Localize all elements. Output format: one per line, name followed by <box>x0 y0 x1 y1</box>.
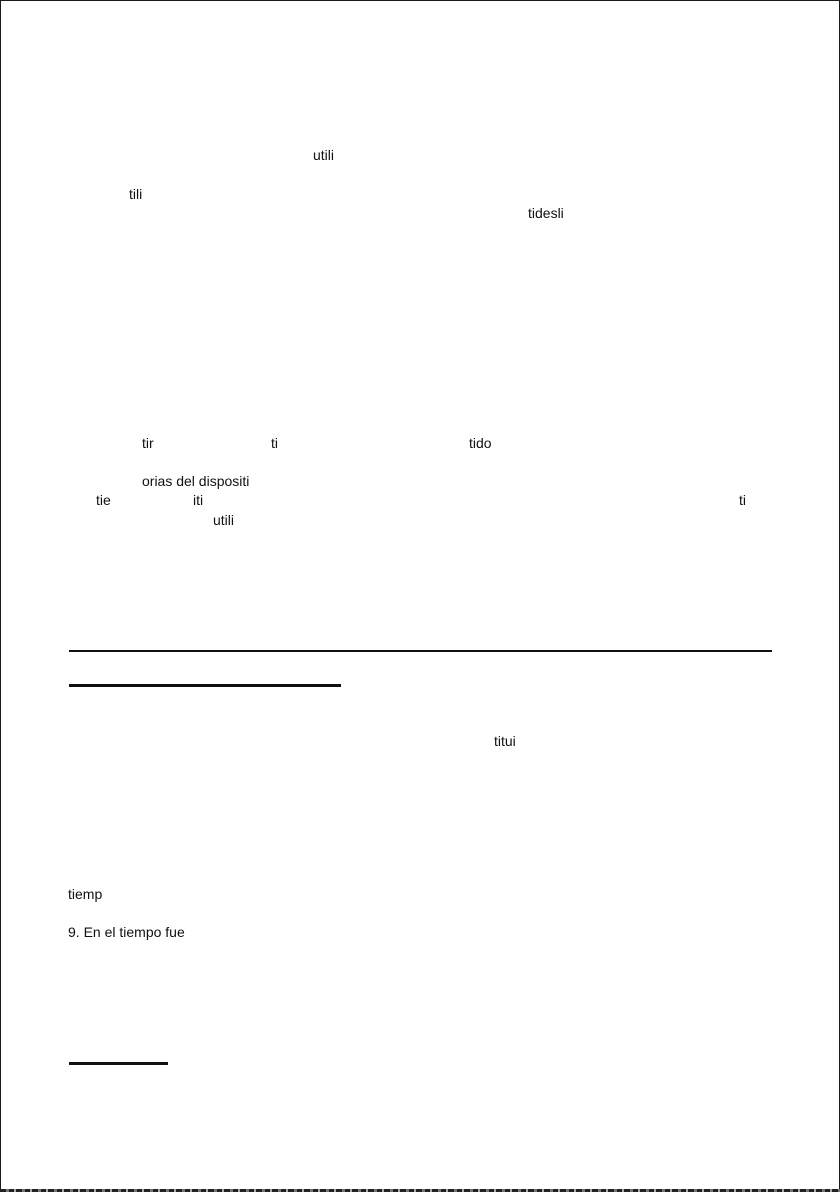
text-fragment: tido <box>469 435 492 451</box>
text-fragment: ti <box>739 492 746 508</box>
text-fragment: titui <box>494 733 516 749</box>
text-fragment: utili <box>313 147 335 163</box>
text-fragment: tili <box>129 186 143 202</box>
heading-underline <box>69 1062 168 1065</box>
text-fragment: tiemp <box>68 886 103 902</box>
text-fragment: tir <box>142 435 154 451</box>
text-fragment: utili <box>213 512 235 528</box>
numbered-item: 9. En el tiempo fue <box>68 924 185 940</box>
text-fragment: iti <box>193 492 204 508</box>
section-divider <box>69 650 772 652</box>
text-fragment: tidesli <box>528 205 564 221</box>
heading-underline <box>69 684 341 687</box>
text-fragment: tie <box>96 492 111 508</box>
text-fragment: ti <box>271 435 278 451</box>
text-fragment: orias del dispositi <box>142 473 250 489</box>
